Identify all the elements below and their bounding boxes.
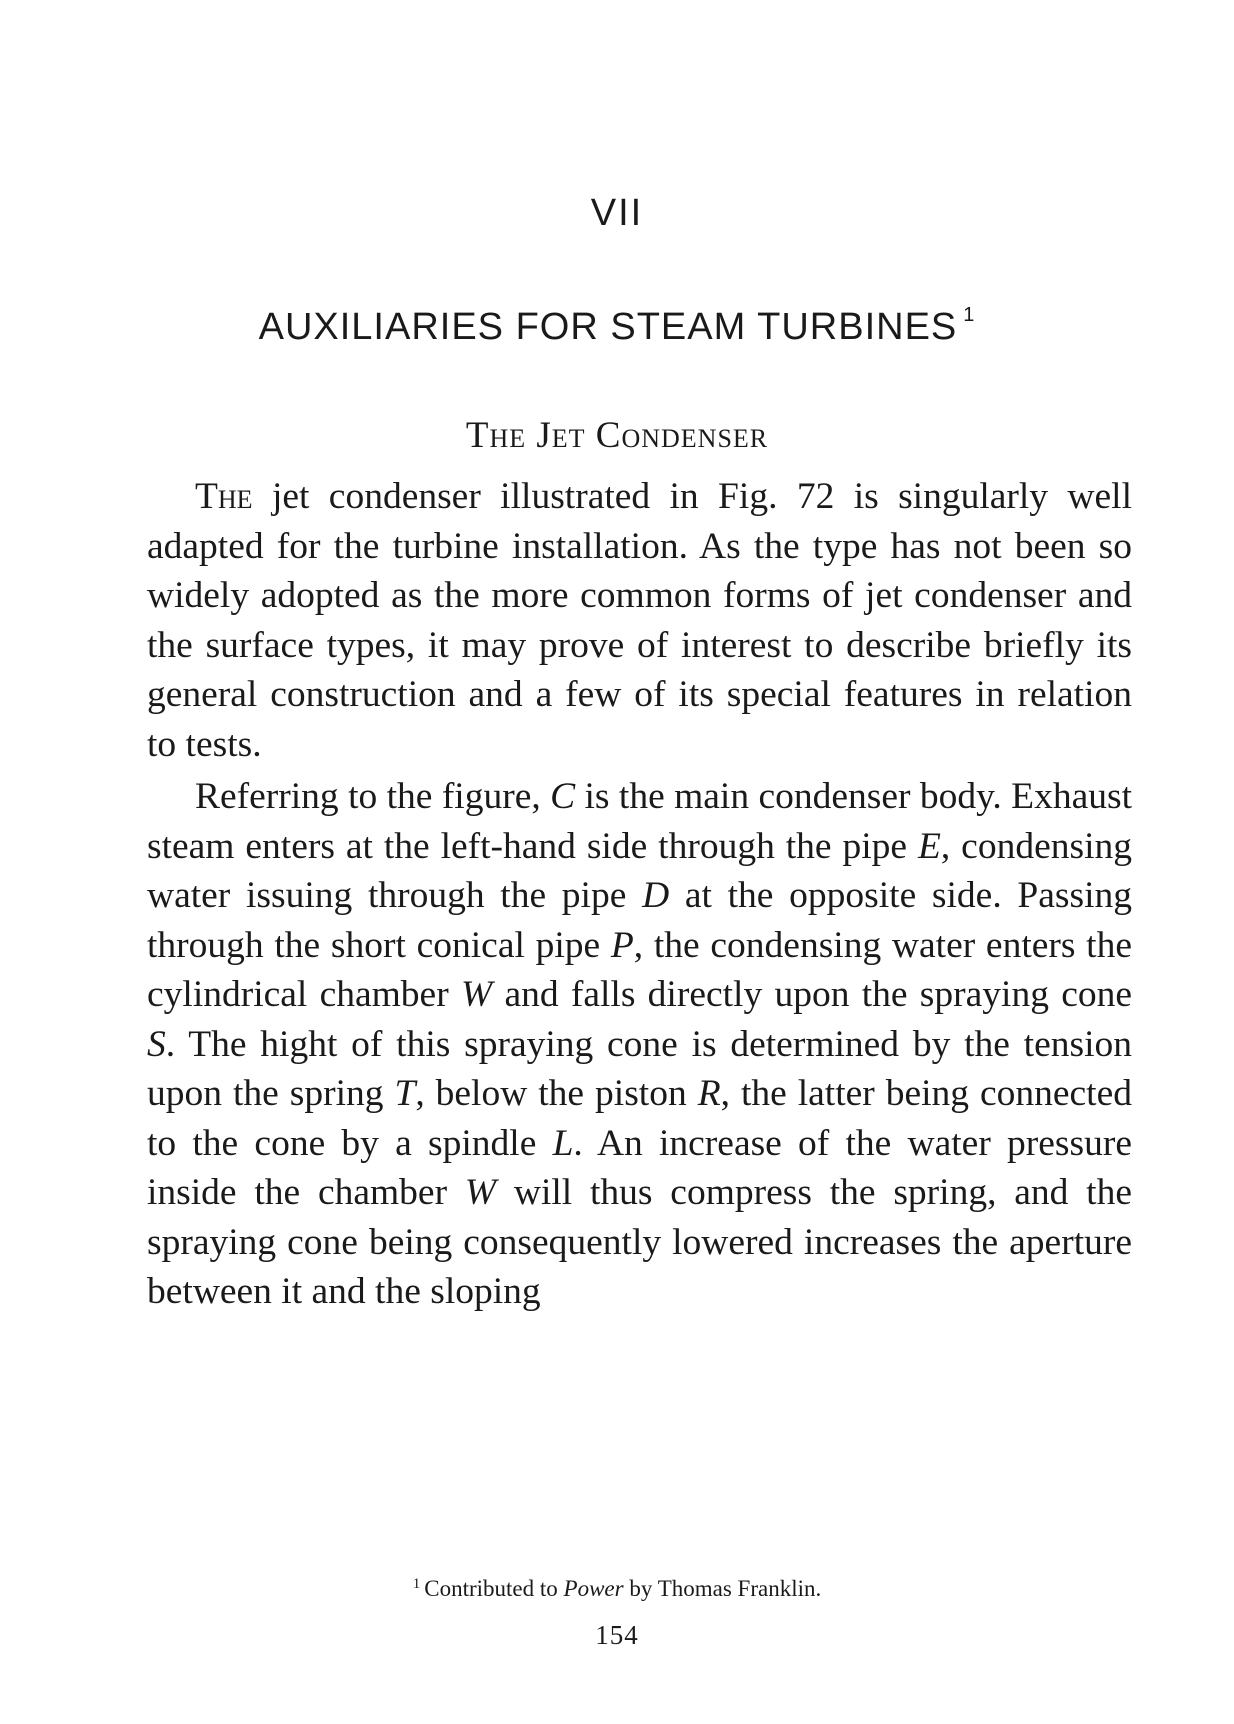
paragraph-text: , condensing water issuing through the pipe xyxy=(147,825,1132,916)
paragraph-text: jet condenser illustrated in Fig. 72 is singularly well adapted for the turbine installation. As the type has not been so widely adopted as the more common forms of jet condenser and the surface types, it may prove of interest to describe briefly its general construction and a few of its special features in relation to tests. xyxy=(147,476,1132,765)
paragraph-text: . An increase of the water pressure inside the chamber xyxy=(147,1122,1132,1213)
figure-reference-letter: L xyxy=(552,1122,574,1164)
figure-reference-letter: W xyxy=(464,1172,497,1213)
paragraph-text: , below the piston xyxy=(415,1073,698,1114)
body-text xyxy=(147,472,1132,1317)
chapter-number: VII xyxy=(590,192,644,234)
footnote xyxy=(0,1576,1234,1602)
figure-reference-letter: C xyxy=(550,776,576,817)
paragraph-text: . The hight of this spraying cone is determined by the tension upon the spring xyxy=(147,1023,1132,1114)
figure-reference-letter: S xyxy=(147,1023,166,1065)
paragraph-lead-word: The xyxy=(195,476,253,517)
paragraph-2 xyxy=(147,772,1132,1317)
paragraph-1 xyxy=(147,472,1132,769)
chapter-title-line xyxy=(0,304,1234,349)
chapter-title-footnote-marker: 1 xyxy=(963,304,976,326)
section-heading: The Jet Condenser xyxy=(465,415,769,456)
figure-reference-letter: P xyxy=(610,924,634,966)
footnote-text: Contributed to xyxy=(424,1576,564,1601)
paragraph-text: is the main condenser body. Exhaust steam enters at the left-hand side through the pipe xyxy=(147,776,1132,867)
paragraph-text: Referring to the figure, xyxy=(195,776,551,817)
page-number: 154 xyxy=(595,1620,639,1650)
footnote-publication: Power xyxy=(563,1576,624,1601)
figure-reference-letter: E xyxy=(917,825,941,867)
figure-reference-letter: D xyxy=(642,875,670,916)
paragraph-text: , the latter being connected to the cone by a spindle xyxy=(147,1073,1132,1164)
figure-reference-letter: W xyxy=(460,974,493,1015)
footnote-marker: 1 xyxy=(412,1576,421,1592)
paragraph-text: , the condensing water enters the cylindrical chamber xyxy=(147,924,1132,1015)
chapter-title: AUXILIARIES FOR STEAM TURBINES xyxy=(258,306,958,348)
paragraph-text: at the opposite side. Passing through the short conical pipe xyxy=(147,875,1132,966)
figure-reference-letter: T xyxy=(394,1073,416,1114)
figure-reference-letter: R xyxy=(697,1073,721,1114)
paragraph-text: will thus compress the spring, and the spraying cone being consequently lowered increases the aperture between it and the sloping xyxy=(147,1172,1132,1312)
footnote-text: by Thomas Franklin. xyxy=(623,1576,822,1601)
paragraph-text: and falls directly upon the spraying cone xyxy=(492,974,1132,1015)
